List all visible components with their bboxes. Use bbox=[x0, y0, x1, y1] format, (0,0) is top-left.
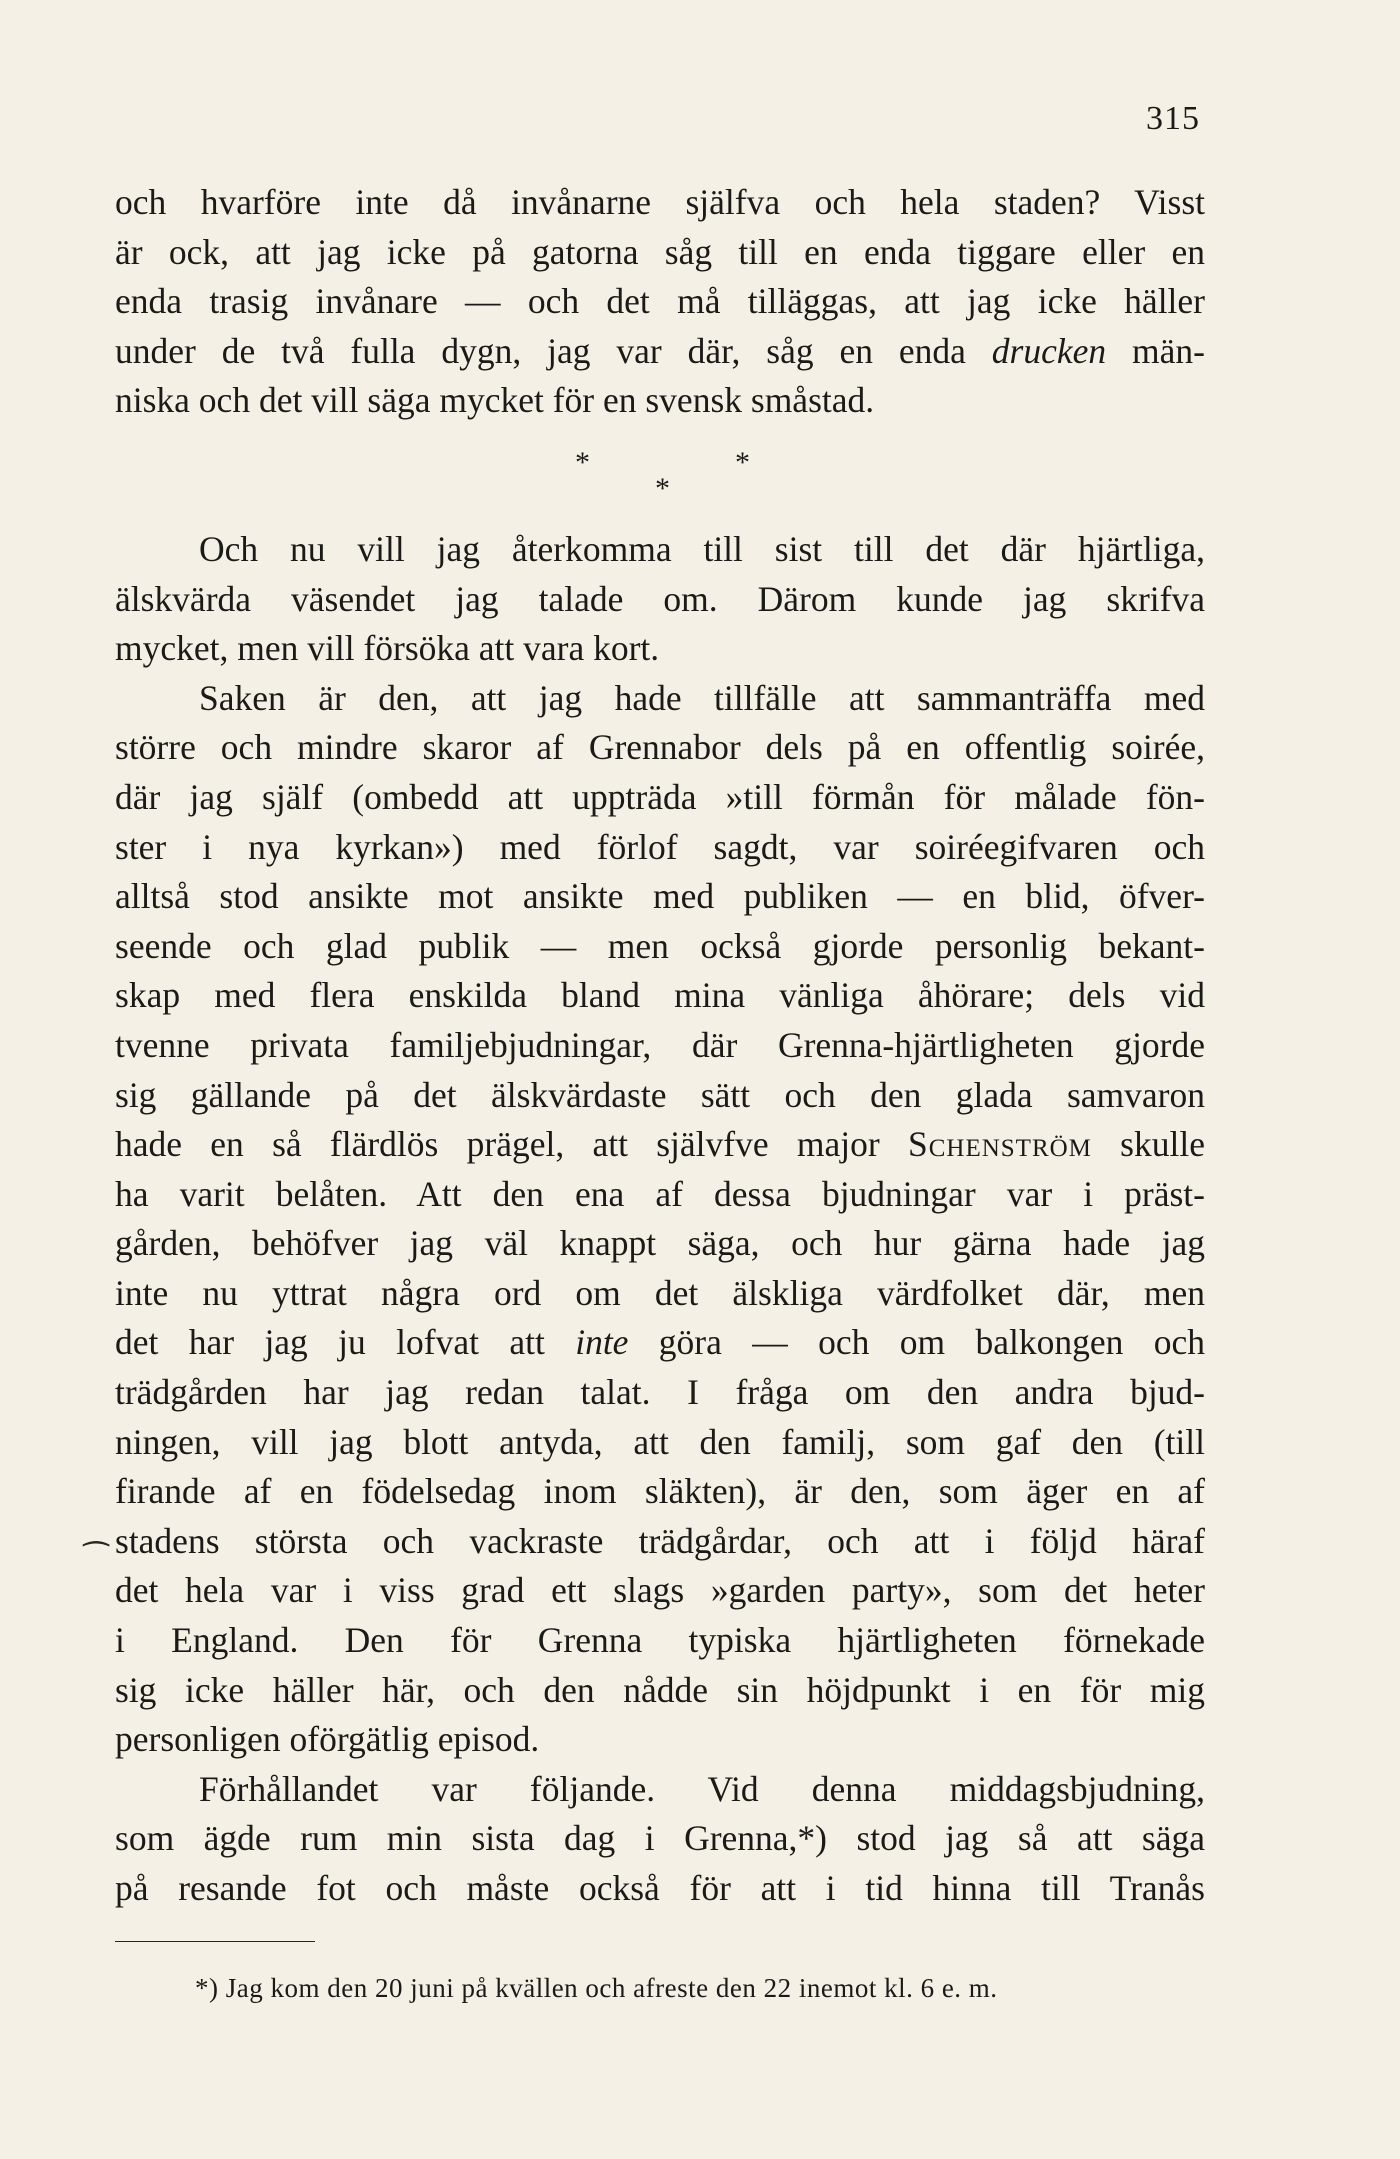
text-line bbox=[115, 1318, 1205, 1368]
text-line: ningen, vill jag blott antyda, att den familj, som gaf den (till bbox=[115, 1421, 1205, 1462]
text-segment: skulle bbox=[1091, 1124, 1205, 1165]
text-line: Förhållandet var följande. Vid denna middagsbjudning, bbox=[199, 1768, 1205, 1809]
text-line bbox=[115, 1120, 1205, 1170]
asterisk: * bbox=[655, 471, 670, 505]
person-name: Schenström bbox=[907, 1124, 1092, 1165]
text-line: mycket, men vill försöka att vara kort. bbox=[115, 628, 660, 669]
text-line: är ock, att jag icke på gatorna såg till en enda tiggare eller en bbox=[115, 231, 1205, 272]
text-line: sig icke häller här, och den nådde sin höjdpunkt i en för mig bbox=[115, 1669, 1205, 1710]
margin-mark: ⁀ bbox=[84, 1543, 109, 1576]
text-line: seende och glad publik — men också gjorde personlig bekant- bbox=[115, 925, 1205, 966]
footnote: *) Jag kom den 20 juni på kvällen och afreste den 22 inemot kl. 6 e. m. bbox=[195, 1973, 998, 2003]
text-line: större och mindre skaror af Grennabor dels på en offentlig soirée, bbox=[115, 727, 1205, 768]
text-segment: göra — och om balkongen och bbox=[628, 1322, 1205, 1363]
text-segment: det har jag ju lofvat att bbox=[115, 1322, 576, 1363]
emphasis-word: drucken bbox=[991, 330, 1107, 371]
text-line: inte nu yttrat några ord om det älskliga värdfolket där, men bbox=[115, 1272, 1205, 1313]
text-line: älskvärda väsendet jag talade om. Därom kunde jag skrifva bbox=[115, 578, 1205, 619]
text-line: Och nu vill jag återkomma till sist till det där hjärtliga, bbox=[199, 528, 1205, 569]
text-line: tvenne privata familjebjudningar, där Grenna-hjärtligheten gjorde bbox=[115, 1024, 1205, 1065]
body-text bbox=[115, 178, 1205, 1914]
text-line: på resande fot och måste också för att i tid hinna till Tranås bbox=[115, 1868, 1205, 1908]
text-line: ha varit belåten. Att den ena af dessa bjudningar var i präst- bbox=[115, 1173, 1205, 1214]
text-line: trädgården har jag redan talat. I fråga om den andra bjud- bbox=[115, 1372, 1205, 1413]
text-line bbox=[115, 327, 1205, 377]
text-line: och hvarföre inte då invånarne själfva och hela staden? Visst bbox=[115, 182, 1205, 222]
page-number: 315 bbox=[1146, 100, 1200, 137]
text-line: sig gällande på det älskvärdaste sätt och den glada samvaron bbox=[115, 1074, 1205, 1115]
emphasis-word: inte bbox=[575, 1322, 629, 1363]
text-line: som ägde rum min sista dag i Grenna,*) stod jag så att säga bbox=[115, 1818, 1205, 1859]
text-segment: under de två fulla dygn, jag var där, såg en enda bbox=[115, 330, 992, 371]
text-line: gården, behöfver jag väl knappt säga, och hur gärna hade jag bbox=[115, 1223, 1205, 1264]
text-line: niska och det vill säga mycket för en svensk småstad. bbox=[115, 380, 875, 421]
text-line: där jag själf (ombedd att uppträda »till förmån för målade fön- bbox=[115, 776, 1205, 817]
text-line: det hela var i viss grad ett slags »garden party», som det heter bbox=[115, 1570, 1205, 1611]
asterisk: * bbox=[575, 445, 590, 479]
text-segment: hade en så flärdlös prägel, att självfve major bbox=[115, 1124, 908, 1165]
text-line: alltså stod ansikte mot ansikte med publiken — en blid, öfver- bbox=[115, 876, 1205, 917]
text-line: Saken är den, att jag hade tillfälle att sammanträffa med bbox=[199, 677, 1205, 718]
asterisk: * bbox=[735, 445, 750, 479]
text-segment: män- bbox=[1106, 330, 1205, 371]
text-line: skap med flera enskilda bland mina vänliga åhörare; dels vid bbox=[115, 975, 1205, 1016]
text-line: ster i nya kyrkan») med förlof sagdt, var soiréegifvaren och bbox=[115, 826, 1205, 867]
section-separator bbox=[115, 426, 1205, 525]
text-line: firande af en födelsedag inom släkten), är den, som äger en af bbox=[115, 1471, 1205, 1512]
text-line: enda trasig invånare — och det må tilläggas, att jag icke häller bbox=[115, 281, 1205, 322]
footnote-divider bbox=[115, 1941, 315, 1942]
text-line: i England. Den för Grenna typiska hjärtligheten förnekade bbox=[115, 1620, 1205, 1661]
text-line: stadens största och vackraste trädgårdar, och att i följd häraf bbox=[115, 1520, 1205, 1561]
text-line: personligen oförgätlig episod. bbox=[115, 1719, 540, 1760]
